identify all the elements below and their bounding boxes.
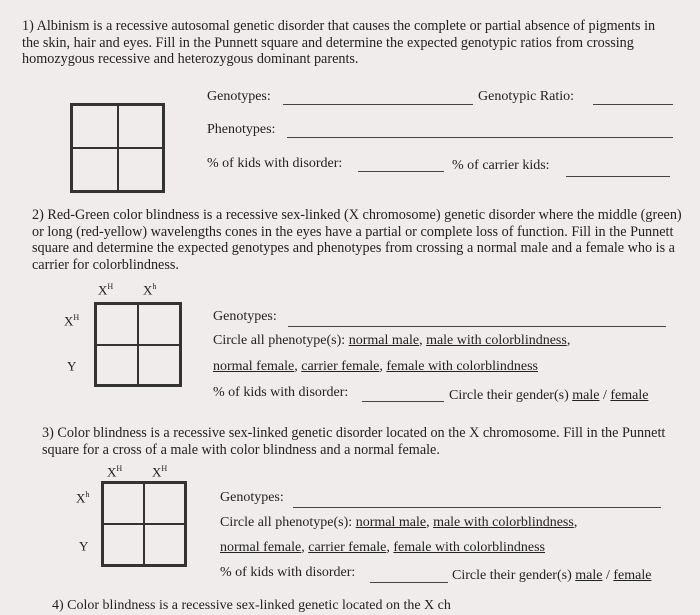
q2-gender-row: Circle their gender(s) male / female <box>449 388 649 403</box>
q3-top-allele-1: $X^H$ <box>107 464 123 480</box>
punnett-cell[interactable] <box>138 345 180 386</box>
q2-genotypes-label: Genotypes: <box>213 309 277 324</box>
q1-pct-carrier-blank[interactable] <box>566 176 670 177</box>
punnett-cell[interactable] <box>103 483 144 524</box>
q1-phenotypes-label: Phenotypes: <box>207 122 276 137</box>
q2-pct-disorder-label: % of kids with disorder: <box>213 385 349 400</box>
option-male-colorblind[interactable]: male with colorblindness <box>433 515 574 530</box>
q2-circle-phenotypes-row1: Circle all phenotype(s): normal male, male with colorblindness, <box>213 333 571 348</box>
punnett-cell[interactable] <box>118 105 164 148</box>
q3-side-allele-1: $X^h$ <box>76 490 90 506</box>
q1-genotypes-blank[interactable] <box>283 104 473 105</box>
q1-pct-disorder-blank[interactable] <box>358 171 444 172</box>
q3-circle-phenotypes-row1: Circle all phenotype(s): normal male, male with colorblindness, <box>220 515 578 530</box>
q2-top-allele-2: $X^h$ <box>143 282 157 298</box>
punnett-cell[interactable] <box>72 148 118 191</box>
option-carrier-female[interactable]: carrier female <box>301 359 380 374</box>
q3-text: 3) Color blindness is a recessive sex-linked genetic disorder located on the X chromosome. Fill in the Punnett square for a cross of a male with color blindness and a normal female. <box>42 425 666 458</box>
q3-punnett-square[interactable] <box>101 481 187 567</box>
q2-genotypes-blank[interactable] <box>288 326 666 327</box>
q2-top-allele-1: $X^H$ <box>98 282 114 298</box>
punnett-cell[interactable] <box>103 524 144 565</box>
option-normal-male[interactable]: normal male <box>355 515 427 530</box>
q2-pct-disorder-blank[interactable] <box>362 401 444 402</box>
punnett-cell[interactable] <box>96 345 138 386</box>
option-female-colorblind[interactable]: female with colorblindness <box>386 359 538 374</box>
punnett-cell[interactable] <box>72 105 118 148</box>
option-normal-female[interactable]: normal female <box>213 359 295 374</box>
q3-circle-phenotypes-row2: normal female, carrier female, female with colorblindness <box>220 540 545 555</box>
q2-side-allele-2: Y <box>67 358 77 374</box>
q1-genotypic-ratio-label: Genotypic Ratio: <box>478 89 575 104</box>
option-female[interactable]: female <box>613 568 652 583</box>
punnett-cell[interactable] <box>144 524 185 565</box>
punnett-cell[interactable] <box>144 483 185 524</box>
q4-text: 4) Color blindness is a recessive sex-linked genetic located on the X ch <box>52 598 451 613</box>
q3-pct-disorder-blank[interactable] <box>370 582 448 583</box>
option-male-colorblind[interactable]: male with colorblindness <box>426 333 567 348</box>
q2-circle-phenotypes-row2: normal female, carrier female, female with colorblindness <box>213 359 538 374</box>
q1-text: 1) Albinism is a recessive autosomal genetic disorder that causes the complete or partial absence of pigments in the skin, hair and eyes. Fill in the Punnett square and determine the expected genotypic ratios from crossing homozygous recessive and heterozygous dominant parents. <box>22 18 656 67</box>
option-carrier-female[interactable]: carrier female <box>308 540 387 555</box>
q2-side-allele-1: $X^H$ <box>64 313 80 329</box>
q2-punnett-square[interactable] <box>94 302 182 387</box>
punnett-cell[interactable] <box>96 304 138 345</box>
q3-top-allele-2: $X^H$ <box>152 464 168 480</box>
q1-phenotypes-blank[interactable] <box>287 137 673 138</box>
q3-genotypes-label: Genotypes: <box>220 490 284 505</box>
punnett-cell[interactable] <box>138 304 180 345</box>
option-male[interactable]: male <box>575 568 603 583</box>
q3-genotypes-blank[interactable] <box>293 507 661 508</box>
q1-pct-carrier-label: % of carrier kids: <box>452 158 550 173</box>
q1-pct-disorder-label: % of kids with disorder: <box>207 156 343 171</box>
q3-side-allele-2: Y <box>79 538 89 554</box>
option-normal-male[interactable]: normal male <box>348 333 420 348</box>
option-normal-female[interactable]: normal female <box>220 540 302 555</box>
option-male[interactable]: male <box>572 388 600 403</box>
q1-punnett-square[interactable] <box>70 103 165 193</box>
option-female[interactable]: female <box>610 388 649 403</box>
q1-genotypic-ratio-blank[interactable] <box>593 104 673 105</box>
option-female-colorblind[interactable]: female with colorblindness <box>393 540 545 555</box>
punnett-cell[interactable] <box>118 148 164 191</box>
q3-pct-disorder-label: % of kids with disorder: <box>220 565 356 580</box>
q1-genotypes-label: Genotypes: <box>207 89 271 104</box>
q3-gender-row: Circle their gender(s) male / female <box>452 568 652 583</box>
q2-text: 2) Red-Green color blindness is a recessive sex-linked (X chromosome) genetic disorder where the middle (green) or long (red-yellow) wavelengths cones in the eyes have a partial or complete loss of function. Fill in the Punnett square and determine the expected genotypes and phenotypes from crossing a normal male and a female who is a carrier for colorblindness. <box>32 207 682 273</box>
